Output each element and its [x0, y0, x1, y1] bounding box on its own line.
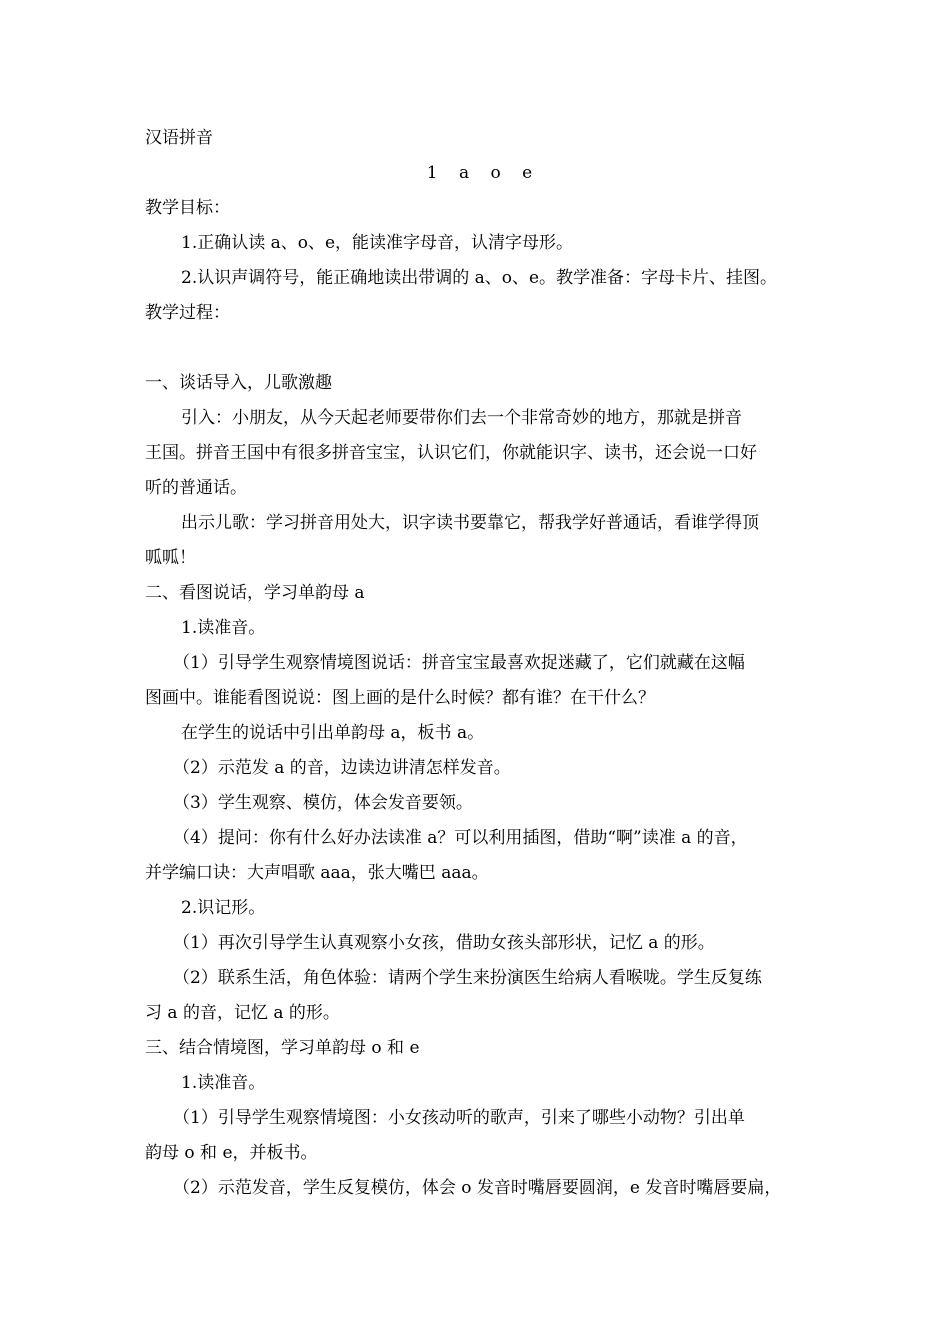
section-2-shape-2-line-1: （2）联系生活，角色体验：请两个学生来扮演医生给病人看喉咙。学生反复练	[173, 968, 762, 988]
section-2-shape-1: （1）再次引导学生认真观察小女孩，借助女孩头部形状，记忆 a 的形。	[173, 933, 715, 953]
section-2-step-1b: 在学生的说话中引出单韵母 a，板书 a。	[181, 723, 485, 743]
section-2-step-2: （2）示范发 a 的音，边读边讲清怎样发音。	[173, 758, 511, 778]
section-2-shape-2-line-2: 习 a 的音，记忆 a 的形。	[145, 1003, 340, 1023]
section-2-heading: 二、看图说话，学习单韵母 a	[145, 583, 365, 603]
goal-item-2: 2.认识声调符号，能正确地读出带调的 a、o、e。教学准备：字母卡片、挂图。	[181, 268, 778, 288]
section-1-heading: 一、谈话导入，儿歌激趣	[145, 373, 332, 393]
section-2-step-4-line-2: 并学编口诀：大声唱歌 aaa，张大嘴巴 aaa。	[145, 863, 489, 883]
section-3-step-2: （2）示范发音，学生反复模仿，体会 o 发音时嘴唇要圆润，e 发音时嘴唇要扁，	[173, 1178, 782, 1198]
section-1-rhyme-line-1: 出示儿歌：学习拼音用处大，识字读书要靠它，帮我学好普通话，看谁学得顶	[181, 513, 759, 533]
section-1-rhyme-line-2: 呱呱！	[145, 548, 196, 568]
lesson-title: 1 a o e	[426, 163, 541, 183]
section-2-step-1-line-1: （1）引导学生观察情境图说话：拼音宝宝最喜欢捉迷藏了，它们就藏在这幅	[173, 653, 745, 673]
section-2-step-3: （3）学生观察、模仿，体会发音要领。	[173, 793, 473, 813]
section-2-step-4-line-1: （4）提问：你有什么好办法读准 a？可以利用插图，借助“啊”读准 a 的音，	[173, 828, 748, 848]
blank-gap	[145, 331, 810, 366]
section-3-heading: 三、结合情境图，学习单韵母 o 和 e	[145, 1038, 420, 1058]
document-page	[145, 121, 810, 1206]
section-1-intro-line-2: 王国。拼音王国中有很多拼音宝宝，认识它们，你就能识字、读书，还会说一口好	[145, 443, 757, 463]
goal-item-1: 1.正确认读 a、o、e，能读准字母音，认清字母形。	[181, 233, 574, 253]
section-1-intro-line-1: 引入：小朋友，从今天起老师要带你们去一个非常奇妙的地方，那就是拼音	[181, 408, 742, 428]
section-2-step-1-line-2: 图画中。谁能看图说说：图上画的是什么时候？都有谁？在干什么？	[145, 688, 655, 708]
section-2-item-2: 2.识记形。	[181, 898, 266, 918]
section-2-item-1: 1.读准音。	[181, 618, 266, 638]
process-heading: 教学过程：	[145, 303, 230, 323]
section-3-step-1-line-1: （1）引导学生观察情境图：小女孩动听的歌声，引来了哪些小动物？引出单	[173, 1108, 745, 1128]
goals-heading: 教学目标：	[145, 198, 230, 218]
section-3-item-1: 1.读准音。	[181, 1073, 266, 1093]
section-1-intro-line-3: 听的普通话。	[145, 478, 247, 498]
section-3-step-1-line-2: 韵母 o 和 e，并板书。	[145, 1143, 318, 1163]
document-title: 汉语拼音	[145, 128, 213, 148]
